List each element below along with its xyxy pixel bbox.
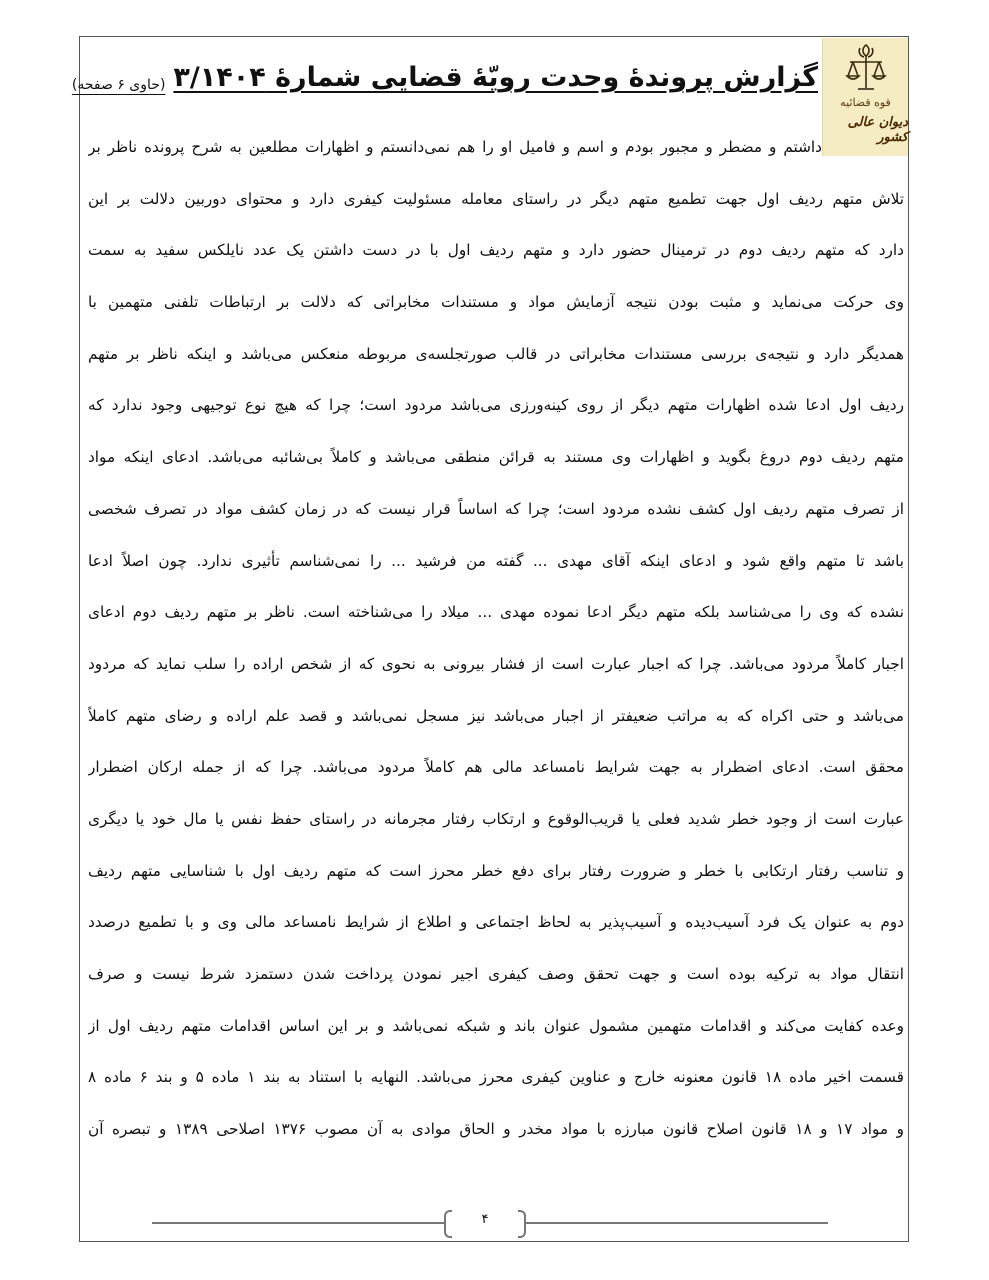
body-line: باشد تا متهم واقع شود و ادعای اینکه آقای مهدی ... گفته من فرشید ... را نمی‌شناسم تأثیری ندارد. چون اصلاً ادعا (88, 551, 904, 570)
body-line: دارد که متهم ردیف دوم در ترمینال حضور دارد و متهم ردیف اول با در دست داشتن یک عدد نایلکس سفید به سمت (88, 241, 904, 260)
body-line: عبارت است از وجود خطر شدید فعلی یا قریب‌الوقوع و ارتکاب رفتار مجرمانه در راستای حفظ نفس یا مال خود یا دیگری (88, 809, 904, 828)
body-line: داشتم و مضطر و مجبور بودم و اسم و فامیل او را هم نمی‌دانستم و اظهارات مطلعین به شرح پرونده ناظر بر (88, 138, 822, 156)
document-header (71, 62, 818, 93)
body-line: اجبار کاملاً مردود می‌باشد. چرا که اجبار عبارت است از فشار بیرونی به نحوی که از شخص اراده را سلب نماید که مردود (88, 654, 904, 673)
body-line: همدیگر دارد و نتیجه‌ی بررسی مستندات مخابراتی در قالب صورتجلسه‌ی مربوطه منعکس می‌باشد و اینکه ناظر بر متهم (88, 344, 904, 363)
body-line: تلاش متهم ردیف اول جهت تطمیع متهم دیگر در راستای معامله مسئولیت کیفری دارد و محتوای دوربین دلالت بر این (88, 189, 904, 208)
judiciary-emblem (822, 38, 908, 156)
page-title: گزارش پروندهٔ وحدت رویّهٔ قضایی شمارهٔ ۳/۱۴۰۴ (173, 62, 818, 93)
footer-rule-right (526, 1222, 828, 1224)
body-line: ردیف اول ادعا شده اظهارات متهم دیگر از روی کینه‌ورزی می‌باشد مردود است؛ چرا که هیچ نوع توجیهی وجود ندارد که (88, 396, 904, 415)
page-count-note: (حاوی ۶ صفحه) (71, 77, 166, 93)
body-line: و تناسب رفتار ارتکابی با خطر و ضرورت رفتار برای دفع خطر محرز است که متهم ردیف اول با شناسایی متهم ردیف (88, 861, 904, 880)
body-line: متهم ردیف دوم دروغ بگوید و اظهارات وی مستند به قرائن منطقی می‌باشد و کاملاً بی‌شائبه می‌باشد. ادعای اینکه مواد (88, 448, 904, 467)
scales-of-justice-icon (844, 42, 888, 94)
footer-rule-left (152, 1222, 444, 1224)
footer-bracket-left (444, 1210, 452, 1238)
page-footer (152, 1208, 828, 1238)
body-line: انتقال مواد به ترکیه بوده است و جهت تحقق وصف کیفری اجیر نمودن پرداخت شدن دستمزد شرط نیست و صرف (88, 965, 904, 983)
body-line: قسمت اخیر ماده ۱۸ قانون معنونه خارج و عناوین کیفری محرز می‌باشد. النهایه با استناد به بند ۱ ماده ۵ و بند ۶ ماده ۸ (88, 1068, 904, 1087)
body-line: وی حرکت می‌نماید و مثبت بودن نتیجه آزمایش مواد و مستندات مخابراتی که دلالت بر ارتباطات تلفنی متهمین با (88, 293, 904, 312)
emblem-court-text: دیوان عالی کشور (847, 115, 908, 145)
body-line: محقق است. ادعای اضطرار به جهت شرایط نامساعد مالی هم کاملاً مردود می‌باشد. چرا که از جمله ارکان اضطرار (88, 758, 904, 777)
body-line: از تصرف متهم ردیف اول کشف نشده مردود است؛ چرا که اساساً قرار نیست که در زمان کشف مواد در تصرف شخصی (88, 499, 904, 518)
body-line: وعده کفایت می‌کند و اقدامات متهمین مشمول عنوان باند و شبکه نمی‌باشد و بر این اساس اقدامات متهم ردیف اول از (88, 1016, 904, 1035)
footer-bracket-right (518, 1210, 526, 1238)
body-line: می‌باشد و حتی اکراه که به مراتب ضعیفتر از اجبار می‌باشد نیز مسجل نمی‌باشد و قصد علم اراده و رضای متهم کاملاً (88, 706, 904, 725)
emblem-judiciary-text: قوه قضائیه (840, 96, 891, 109)
body-line: و مواد ۱۷ و ۱۸ قانون اصلاح قانون مبارزه با مواد مخدر و الحاق موادی به آن مصوب ۱۳۷۶ اصلاحی ۱۳۸۹ و تبصره آن (88, 1120, 904, 1139)
body-line: دوم به عنوان یک فرد آسیب‌دیده و آسیب‌پذیر به لحاظ اجتماعی و اطلاع از شرایط نامساعد مالی وی و با تطمیع درصدد (88, 913, 904, 932)
body-line: نشده که وی را می‌شناسد بلکه متهم دیگر ادعا نموده مهدی ... میلاد را می‌شناخته است. ناظر بر متهم ردیف دوم ادعای (88, 603, 904, 622)
page-number: ۴ (481, 1212, 489, 1227)
